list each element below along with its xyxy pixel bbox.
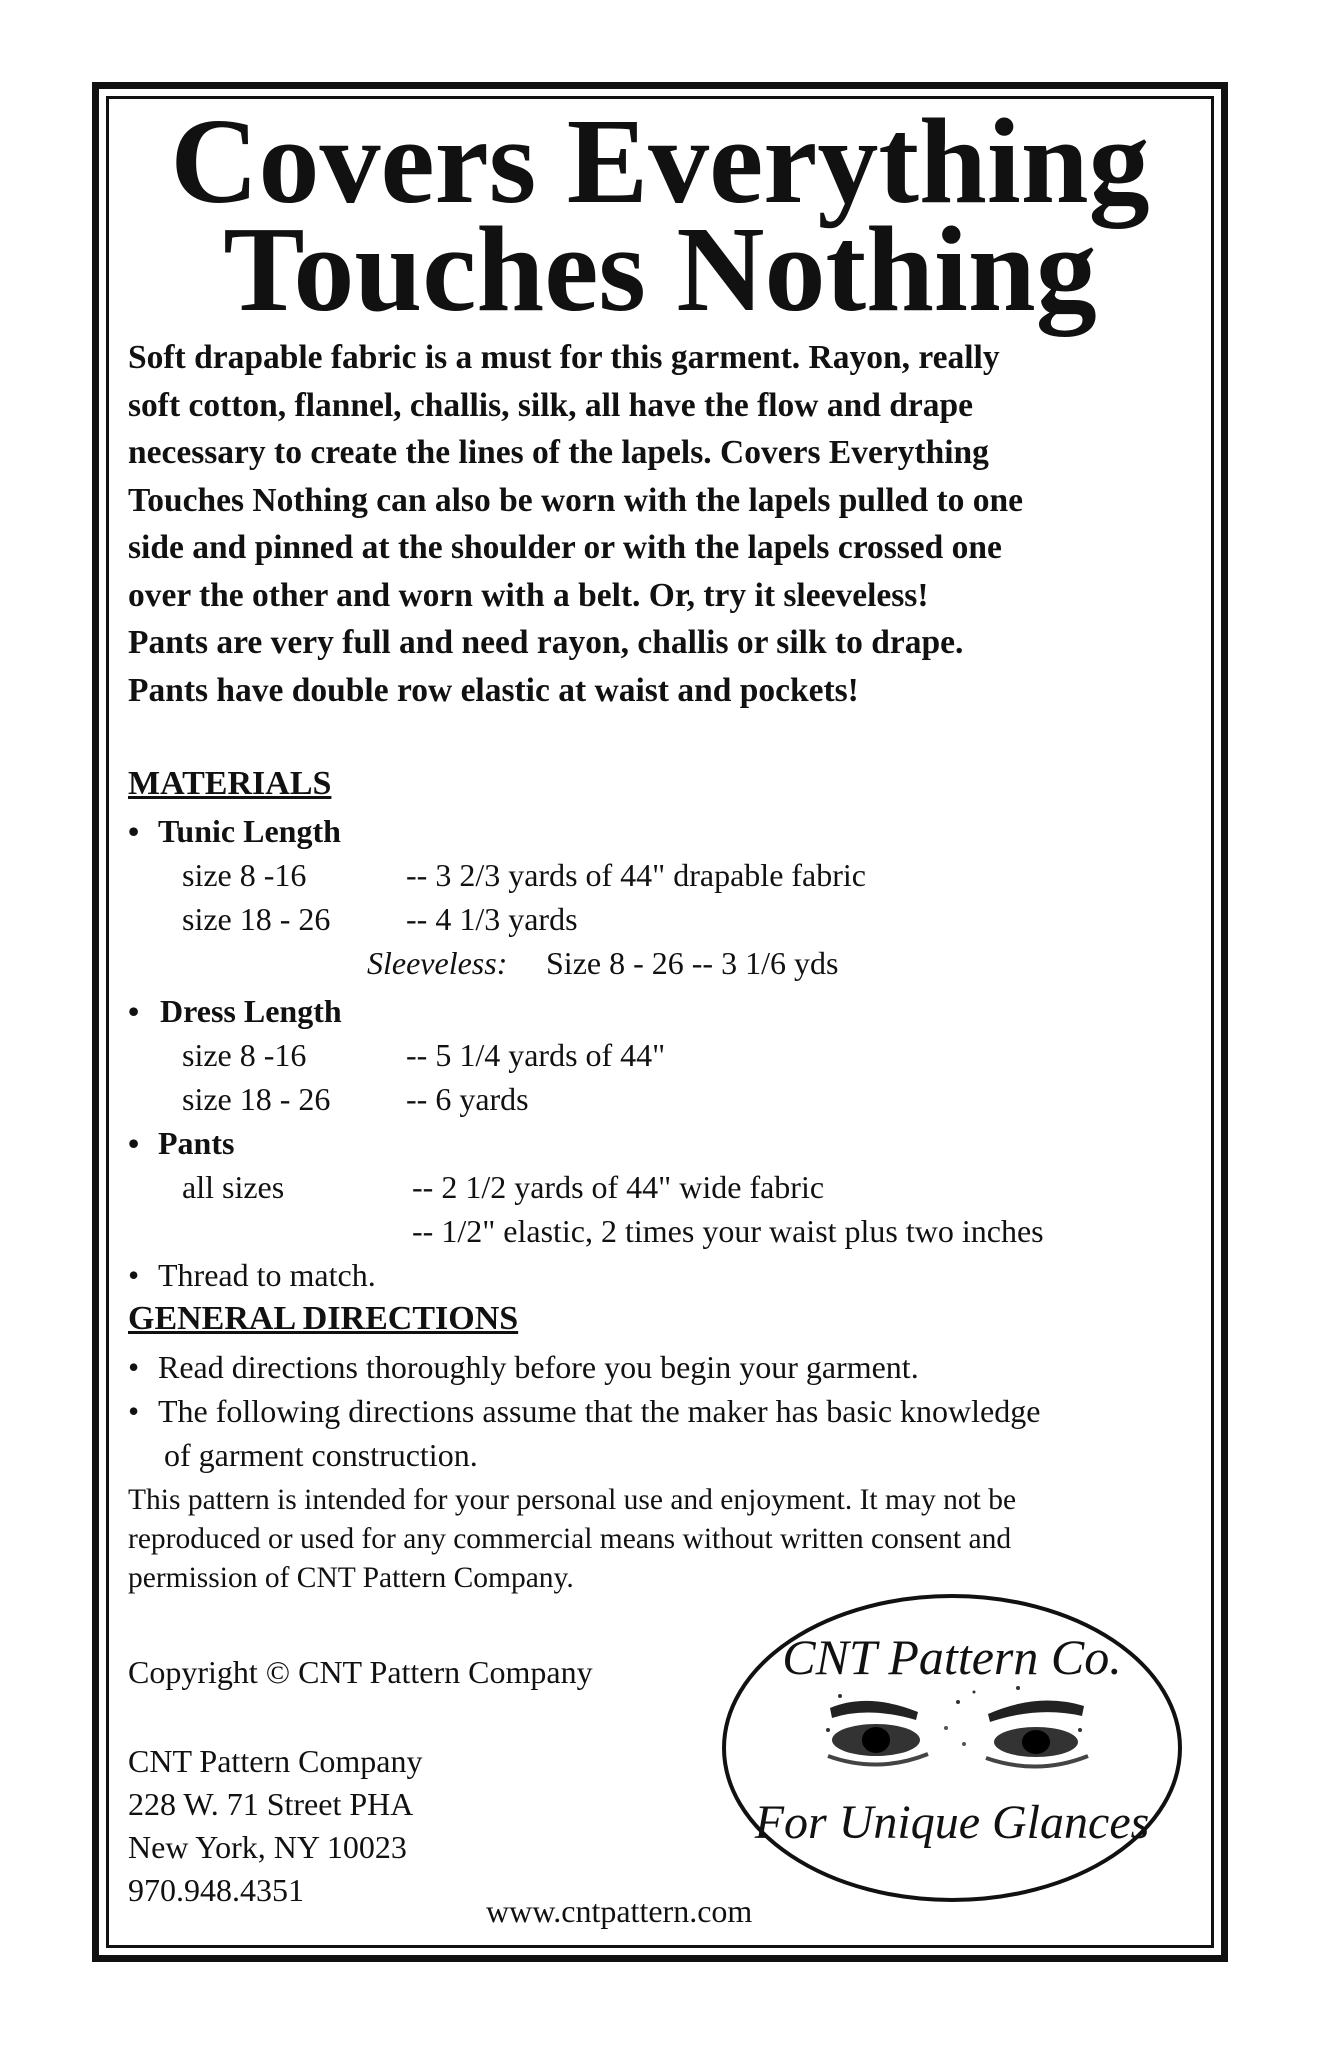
general-item-2-line-1: The following directions assume that the maker has basic knowledge [158, 1393, 1041, 1429]
materials-heading: MATERIALS [128, 765, 332, 802]
bullet-icon: • [128, 1125, 140, 1161]
pants-size: all sizes [182, 1169, 285, 1205]
pants-amount-2: -- 1/2" elastic, 2 times your waist plus two inches [412, 1213, 1044, 1249]
company-name: CNT Pattern Company [128, 1743, 423, 1779]
company-phone: 970.948.4351 [128, 1872, 304, 1908]
title-line-1: Covers Everything [170, 94, 1150, 229]
eyes-icon [826, 1686, 1088, 1772]
intro-paragraph [128, 334, 1208, 714]
notice-line: reproduced or used for any commercial means without written consent and [128, 1523, 1012, 1555]
sleeveless-label: Sleeveless: [367, 945, 508, 981]
intro-line: Soft drapable fabric is a must for this garment. Rayon, really [128, 339, 1000, 376]
dress-size-1: size 8 -16 [182, 1037, 307, 1073]
tunic-size-2: size 18 - 26 [182, 901, 331, 937]
title-line-2: Touches Nothing [223, 202, 1097, 337]
intro-line: Pants have double row elastic at waist and pockets! [128, 671, 859, 709]
website-link[interactable]: www.cntpattern.com [486, 1893, 753, 1929]
thread-item: Thread to match. [158, 1257, 376, 1293]
page-title [106, 94, 1214, 337]
tunic-size-1: size 8 -16 [182, 857, 307, 893]
logo-bottom-text: For Unique Glances [754, 1796, 1150, 1849]
bullet-icon: • [128, 993, 140, 1029]
copyright: Copyright © CNT Pattern Company [128, 1654, 593, 1690]
general-item-2-line-2: of garment construction. [164, 1437, 478, 1473]
pants-label: Pants [158, 1125, 235, 1161]
notice-line: permission of CNT Pattern Company. [128, 1562, 574, 1594]
bullet-icon: • [128, 1257, 140, 1293]
tunic-length-label: Tunic Length [158, 813, 341, 849]
dress-size-2-amount: -- 6 yards [406, 1081, 529, 1117]
bullet-icon: • [128, 813, 140, 849]
tunic-size-2-amount: -- 4 1/3 yards [406, 901, 578, 937]
bullet-icon: • [128, 1349, 140, 1385]
notice-line: This pattern is intended for your personal use and enjoyment. It may not be [128, 1484, 1017, 1516]
pants-amount-1: -- 2 1/2 yards of 44" wide fabric [412, 1169, 825, 1205]
general-directions-heading: GENERAL DIRECTIONS [128, 1300, 519, 1337]
dress-size-2: size 18 - 26 [182, 1081, 331, 1117]
company-city: New York, NY 10023 [128, 1829, 407, 1865]
bullet-icon: • [128, 1393, 140, 1429]
intro-line: Pants are very full and need rayon, challis or silk to drape. [128, 624, 964, 661]
cnt-logo [718, 1588, 1186, 1906]
tunic-size-1-amount: -- 3 2/3 yards of 44" drapable fabric [406, 857, 866, 893]
general-item-1: Read directions thoroughly before you begin your garment. [158, 1349, 919, 1385]
intro-line: side and pinned at the shoulder or with the lapels crossed one [128, 529, 1002, 566]
sleeveless-amount: Size 8 - 26 -- 3 1/6 yds [546, 945, 839, 981]
dress-size-1-amount: -- 5 1/4 yards of 44" [406, 1037, 666, 1073]
company-street: 228 W. 71 Street PHA [128, 1786, 414, 1822]
logo-top-text: CNT Pattern Co. [782, 1629, 1122, 1685]
intro-line: necessary to create the lines of the lapels. Covers Everything [128, 434, 989, 471]
intro-line: soft cotton, flannel, challis, silk, all have the flow and drape [128, 386, 973, 424]
intro-line: Touches Nothing can also be worn with the lapels pulled to one [128, 481, 1024, 519]
intro-line: over the other and worn with a belt. Or, try it sleeveless! [128, 576, 929, 614]
dress-length-label: Dress Length [160, 993, 342, 1029]
